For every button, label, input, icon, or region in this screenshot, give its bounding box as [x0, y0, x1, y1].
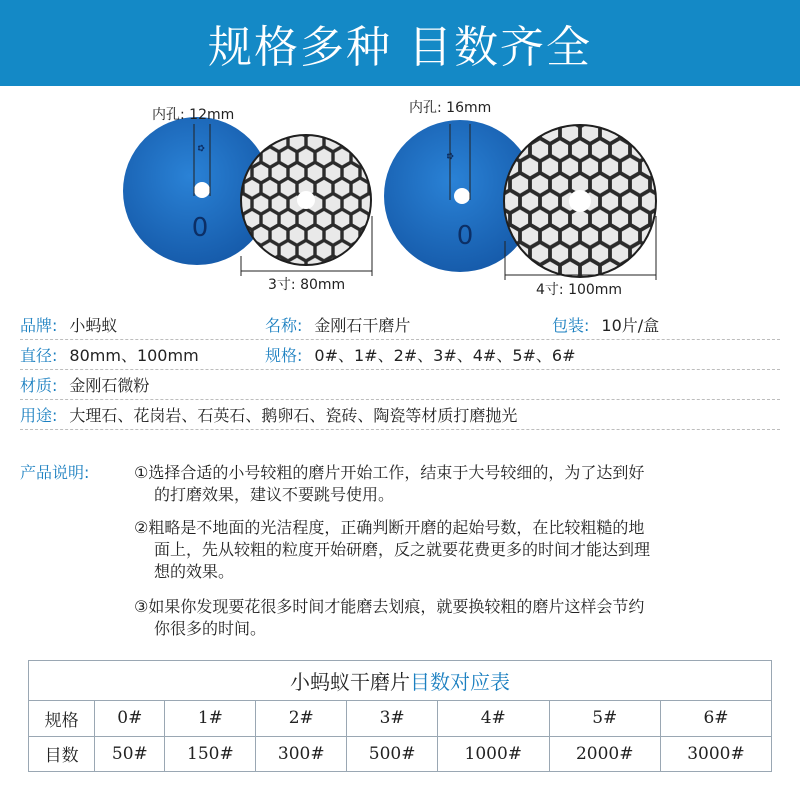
- brand-value: 小蚂蚁: [69, 316, 118, 335]
- spec-cell: 0#: [95, 701, 165, 736]
- center-hole: [194, 182, 210, 198]
- spec-cell: 2#: [256, 701, 347, 736]
- small-pad-hex-face: [241, 135, 371, 265]
- description-title: 产品说明:: [20, 463, 90, 482]
- spec-cell: 5#: [549, 701, 660, 736]
- table-row: [29, 701, 771, 736]
- header-banner: [0, 0, 800, 86]
- size-label-2: 4寸: 100mm: [536, 282, 623, 298]
- spec-cell: 3#: [347, 701, 438, 736]
- row-label-grit: 目数: [29, 736, 95, 771]
- grit-table-title: 小蚂蚁干磨片 目数对应表: [29, 661, 771, 701]
- name-value: 金刚石干磨片: [314, 316, 411, 335]
- grit-cell: 500#: [347, 736, 438, 771]
- pad-number-mark: 0: [456, 221, 474, 251]
- pack-value: 10片/盒: [601, 316, 660, 335]
- large-pad-hex-face: [504, 125, 656, 277]
- spec-list: [20, 310, 780, 430]
- grade-value: 0#、1#、2#、3#、4#、5#、6#: [314, 346, 576, 365]
- material-value: 金刚石微粉: [69, 376, 150, 395]
- name-key: 名称:: [265, 316, 303, 335]
- diameter-value: 80mm、100mm: [69, 346, 199, 365]
- row-label-spec: 规格: [44, 710, 79, 731]
- banner-title: 规格多种 目数齐全: [208, 22, 592, 73]
- size-label-1: 3寸: 80mm: [268, 277, 346, 293]
- material-key: 材质:: [20, 376, 58, 395]
- product-figure-svg: [0, 86, 800, 310]
- pack-key: 包装:: [552, 316, 590, 335]
- inner-hole-label-2: 内孔: 16mm: [409, 100, 492, 116]
- description-item-1: ①选择合适的小号较粗的磨片开始工作，结束于大号较细的，为了达到好 的打磨效果，建议不要跳号使用。: [134, 463, 645, 504]
- grit-table-grid: [29, 701, 771, 771]
- svg-text:✿: ✿: [444, 152, 454, 160]
- grit-cell: 300#: [256, 736, 347, 771]
- grit-cell: 2000#: [549, 736, 660, 771]
- diameter-key: 直径:: [20, 346, 58, 365]
- pad-number-mark: 0: [191, 213, 209, 243]
- spec-cell: 4#: [438, 701, 549, 736]
- brand-key: 品牌:: [20, 316, 58, 335]
- spec-row-2: [20, 340, 780, 370]
- usage-key: 用途:: [20, 406, 58, 425]
- description-item-3: ③如果你发现要花很多时间才能磨去划痕，就要换较粗的磨片这样会节约 你很多的时间。: [134, 597, 645, 638]
- grit-table: [28, 660, 772, 772]
- grade-key: 规格:: [265, 346, 303, 365]
- grit-cell: 1000#: [438, 736, 549, 771]
- grit-cell: 50#: [95, 736, 165, 771]
- spec-row-1: [20, 310, 780, 340]
- grit-cell: 3000#: [660, 736, 771, 771]
- usage-value: 大理石、花岗岩、石英石、鹅卵石、瓷砖、陶瓷等材质打磨抛光: [69, 406, 518, 425]
- inner-hole-label-1: 内孔: 12mm: [152, 107, 235, 123]
- description-item-2: ②粗略是不地面的光洁程度，正确判断开磨的起始号数，在比较粗糙的地 面上，先从较粗的粒度开始研磨，反之就要花费更多的时间才能达到理 想的效果。: [134, 518, 651, 581]
- spec-cell: 1#: [165, 701, 256, 736]
- grit-cell: 150#: [165, 736, 256, 771]
- spec-row-4: [20, 400, 780, 430]
- product-figures: [0, 86, 800, 310]
- table-row: [29, 736, 771, 771]
- center-hole: [454, 188, 470, 204]
- spec-row-3: [20, 370, 780, 400]
- svg-text:✿: ✿: [195, 144, 205, 152]
- spec-cell: 6#: [660, 701, 771, 736]
